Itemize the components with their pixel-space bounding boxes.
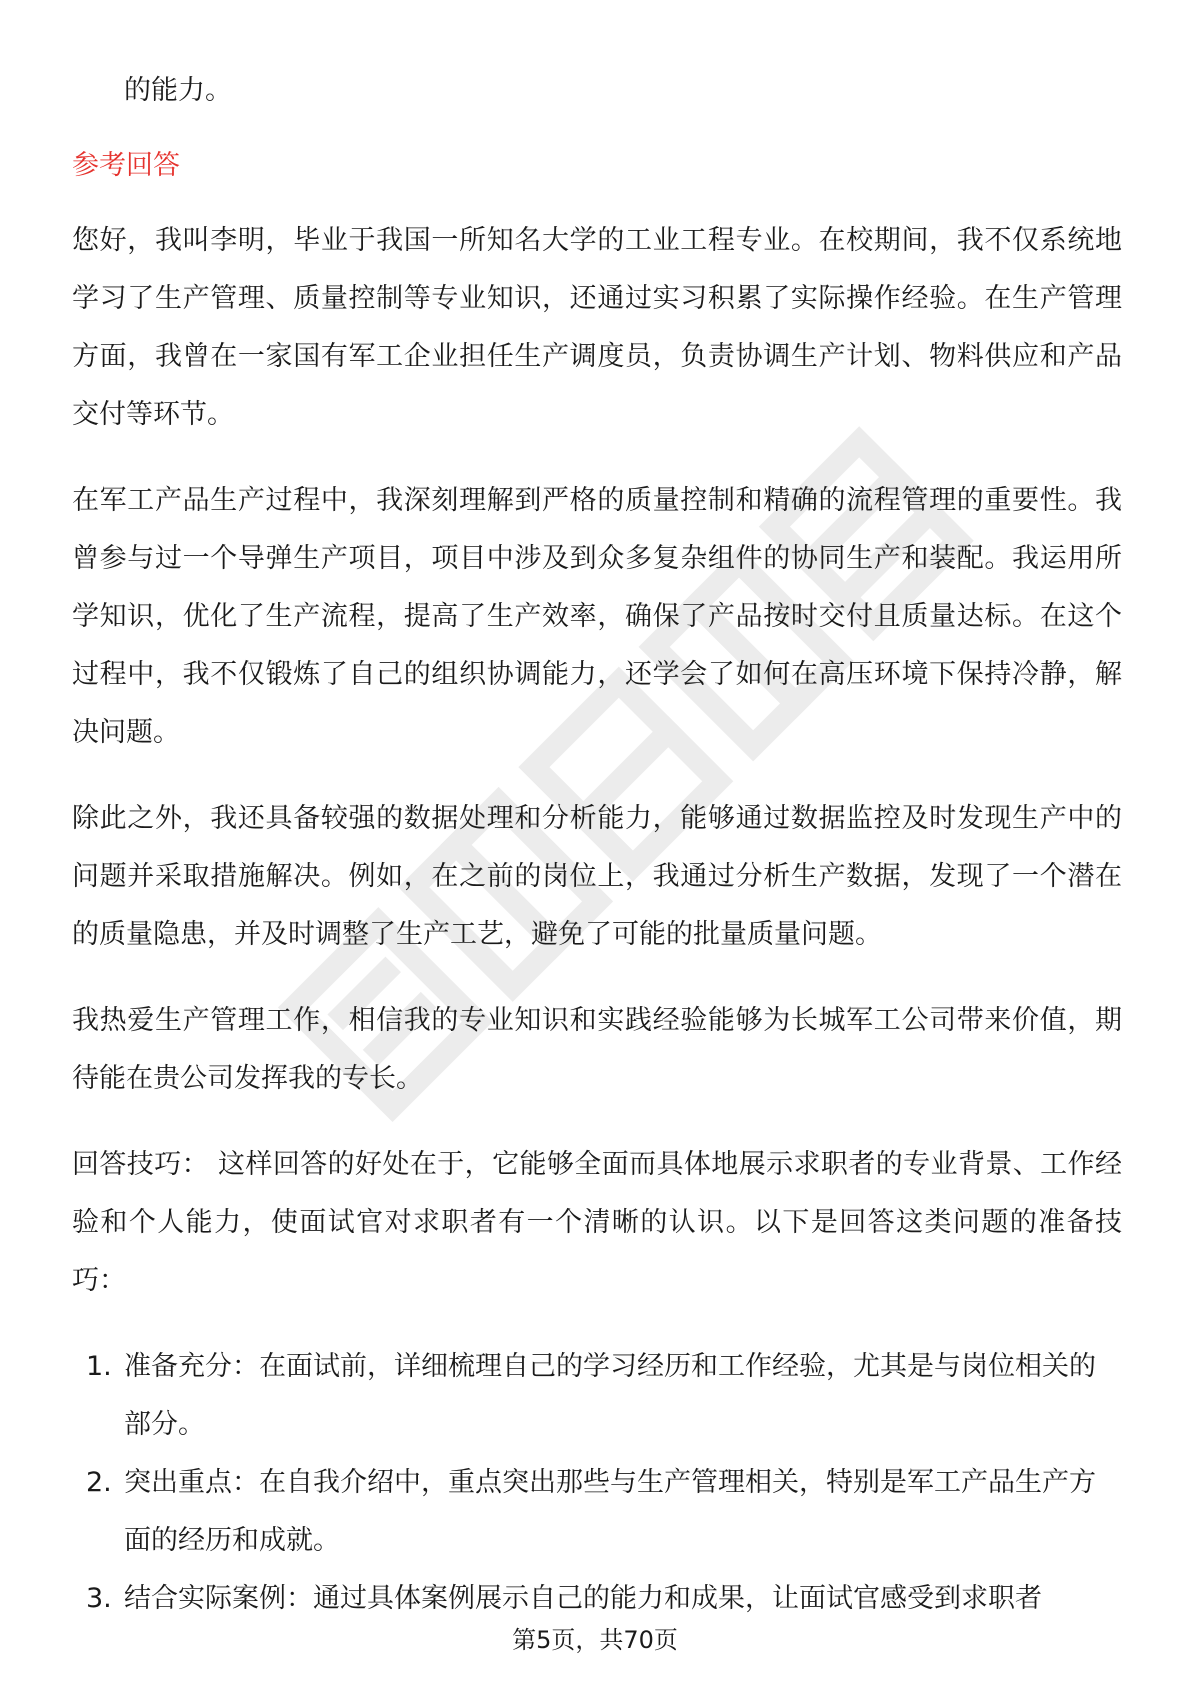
section-title: 参考回答 [72, 150, 180, 181]
list-item-number: 3. [86, 1583, 112, 1614]
paragraph: 在军工产品生产过程中，我深刻理解到严格的质量控制和精确的流程管理的重要性。我曾参与过一个导弹生产项目，项目中涉及到众多复杂组件的协同生产和装配。我运用所学知识，优化了生产流程，提高了生产效率，确保了产品按时交付且质量达标。在这个过程中，我不仅锻炼了自己的组织协调能力，还学会了如何在高压环境下保持冷静，解决问题。 [72, 485, 1122, 748]
tips-list [72, 1338, 1122, 1628]
list-item [72, 1338, 1122, 1454]
list-item-number: 2. [86, 1467, 112, 1498]
list-item-text: 突出重点：在自我介绍中，重点突出那些与生产管理相关，特别是军工产品生产方面的经历和成就。 [124, 1467, 1096, 1556]
answer-tips-intro: 回答技巧： 这样回答的好处在于，它能够全面而具体地展示求职者的专业背景、工作经验和个人能力，使面试官对求职者有一个清晰的认识。以下是回答这类问题的准备技巧： [72, 1149, 1122, 1296]
paragraph: 您好，我叫李明，毕业于我国一所知名大学的工业工程专业。在校期间，我不仅系统地学习了生产管理、质量控制等专业知识，还通过实习积累了实际操作经验。在生产管理方面，我曾在一家国有军工企业担任生产调度员，负责协调生产计划、物料供应和产品交付等环节。 [72, 225, 1122, 430]
list-item-text: 准备充分：在面试前，详细梳理自己的学习经历和工作经验，尤其是与岗位相关的部分。 [124, 1351, 1096, 1440]
list-item [72, 1454, 1122, 1570]
list-item [72, 1570, 1122, 1628]
page-footer: 第5页，共70页 [512, 1626, 678, 1654]
continuation-text: 的能力。 [124, 75, 232, 106]
paragraph: 我热爱生产管理工作，相信我的专业知识和实践经验能够为长城军工公司带来价值，期待能在贵公司发挥我的专长。 [72, 1005, 1122, 1094]
document-body [72, 62, 1122, 1628]
list-item-number: 1. [86, 1351, 112, 1382]
paragraph: 除此之外，我还具备较强的数据处理和分析能力，能够通过数据监控及时发现生产中的问题并采取措施解决。例如，在之前的岗位上，我通过分析生产数据，发现了一个潜在的质量隐患，并及时调整了生产工艺，避免了可能的批量质量问题。 [72, 803, 1122, 950]
list-item-text: 结合实际案例：通过具体案例展示自己的能力和成果，让面试官感受到求职者 [124, 1583, 1042, 1614]
